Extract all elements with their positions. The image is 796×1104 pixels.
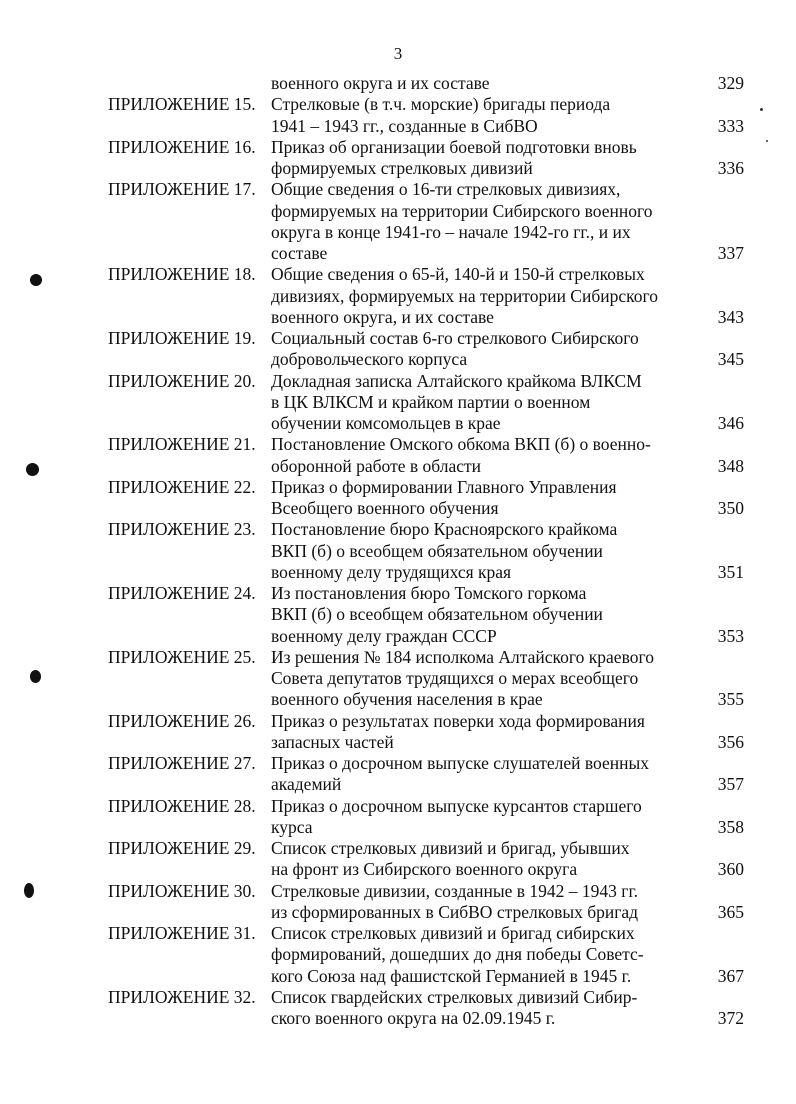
entry-title-line: Приказ о результатах поверки хода формирования	[271, 710, 645, 731]
entry-title-line: Список стрелковых дивизий и бригад, убывших	[271, 838, 630, 858]
appendix-label: ПРИЛОЖЕНИЕ 15.	[108, 94, 256, 115]
entry-title-line: оборонной работе в области	[271, 455, 481, 476]
appendix-label: ПРИЛОЖЕНИЕ 17.	[108, 179, 256, 200]
entry-title-line: военному делу трудящихся края	[271, 561, 512, 582]
entry-title-line: формирований, дошедших до дня победы Советс-	[271, 944, 644, 965]
entry-title-line: Приказ о досрочном выпуске слушателей военных	[271, 753, 650, 773]
entry-title-line: Докладная записка Алтайского крайкома ВЛКСМ	[271, 370, 642, 391]
entry-title-line: кого Союза над фашистской Германией в 1945 г.	[271, 965, 632, 986]
entry-title-line: обучении комсомольцев в крае	[271, 413, 501, 433]
entry-title-line: курса	[271, 816, 313, 837]
entry-title-line: Постановление бюро Красноярского крайкома	[271, 519, 618, 540]
scan-speck	[766, 140, 768, 142]
entry-title-line: Список стрелковых дивизий и бригад сибирских	[271, 923, 635, 943]
entry-title-line: из сформированных в СибВО стрелковых бригад	[271, 901, 639, 922]
entry-title-line: Приказ об организации боевой подготовки вновь	[271, 136, 637, 157]
entry-page-number: 356	[717, 731, 744, 752]
entry-page-number: 337	[717, 243, 744, 263]
entry-title-line: Всеобщего военного обучения	[271, 498, 499, 518]
entry-page-number: 329	[717, 73, 744, 93]
entry-title-line: Приказ о формировании Главного Управления	[271, 476, 617, 497]
entry-title-line: военного округа и их составе	[271, 73, 490, 93]
appendix-label: ПРИЛОЖЕНИЕ 21.	[108, 434, 256, 455]
entry-page-number: 336	[717, 158, 744, 178]
entry-title-line: ВКП (б) о всеобщем обязательном обучении	[271, 604, 603, 625]
entry-page-number: 333	[717, 115, 744, 136]
entry-title-line: ского военного округа на 02.09.1945 г.	[271, 1008, 556, 1028]
entry-title-line: Общие сведения о 65-й, 140-й и 150-й стрелковых	[271, 264, 645, 285]
entry-page-number: 367	[717, 965, 744, 986]
entry-title-line: Социальный состав 6-го стрелкового Сибирского	[271, 328, 639, 348]
appendix-label: ПРИЛОЖЕНИЕ 22.	[108, 476, 256, 497]
entry-page-number: 358	[717, 816, 744, 837]
entry-title-line: Общие сведения о 16-ти стрелковых дивизиях,	[271, 179, 621, 200]
entry-title-line: формируемых стрелковых дивизий	[271, 158, 533, 178]
entry-page-number: 372	[717, 1008, 744, 1028]
entry-title-line: ВКП (б) о всеобщем обязательном обучении	[271, 540, 603, 561]
entry-title-line: военному делу граждан СССР	[271, 625, 497, 646]
appendix-label: ПРИЛОЖЕНИЕ 20.	[108, 370, 256, 391]
entry-title-line: на фронт из Сибирского военного округа	[271, 859, 578, 880]
page-number: 3	[393, 44, 403, 63]
appendix-label: ПРИЛОЖЕНИЕ 31.	[108, 923, 256, 943]
entry-title-line: Приказ о досрочном выпуске курсантов старшего	[271, 795, 642, 816]
appendix-label: ПРИЛОЖЕНИЕ 28.	[108, 795, 256, 816]
entry-page-number: 351	[717, 561, 744, 582]
appendix-label: ПРИЛОЖЕНИЕ 23.	[108, 519, 256, 540]
entry-title-line: Из решения № 184 исполкома Алтайского краевого	[271, 646, 654, 667]
scan-mark	[30, 670, 41, 683]
scan-mark	[24, 883, 34, 898]
entry-title-line: Стрелковые (в т.ч. морские) бригады периода	[271, 94, 611, 115]
entry-title-line: Список гвардейских стрелковых дивизий Сибир-	[271, 986, 638, 1007]
entry-title-line: добровольческого корпуса	[271, 349, 468, 370]
entry-title-line: Стрелковые дивизии, созданные в 1942 – 1943 гг.	[271, 880, 639, 901]
scan-mark	[30, 274, 42, 286]
entry-title-line: составе	[271, 243, 328, 263]
appendix-label: ПРИЛОЖЕНИЕ 24.	[108, 583, 256, 603]
appendix-label: ПРИЛОЖЕНИЕ 30.	[108, 880, 256, 901]
appendix-label: ПРИЛОЖЕНИЕ 32.	[108, 986, 256, 1007]
appendix-label: ПРИЛОЖЕНИЕ 16.	[108, 136, 256, 157]
appendix-label: ПРИЛОЖЕНИЕ 29.	[108, 838, 256, 858]
entry-title-line: военного округа, и их составе	[271, 306, 494, 327]
appendix-label: ПРИЛОЖЕНИЕ 18.	[108, 264, 256, 285]
scan-mark	[26, 463, 39, 476]
entry-page-number: 343	[717, 306, 744, 327]
entry-title-line: 1941 – 1943 гг., созданные в СибВО	[271, 115, 538, 136]
entry-page-number: 360	[717, 859, 744, 880]
entry-page-number: 348	[717, 455, 744, 476]
entry-page-number: 346	[717, 413, 744, 433]
appendix-label: ПРИЛОЖЕНИЕ 27.	[108, 753, 256, 773]
scan-speck	[760, 108, 763, 111]
entry-page-number: 353	[717, 625, 744, 646]
entry-title-line: Из постановления бюро Томского горкома	[271, 583, 587, 603]
entry-page-number: 355	[717, 689, 744, 710]
entry-title-line: дивизиях, формируемых на территории Сибирского	[271, 285, 658, 306]
entry-title-line: запасных частей	[271, 731, 394, 752]
entry-title-line: Совета депутатов трудящихся о мерах всеобщего	[271, 668, 639, 688]
entry-title-line: академий	[271, 774, 342, 795]
appendix-label: ПРИЛОЖЕНИЕ 26.	[108, 710, 256, 731]
entry-title-line: в ЦК ВЛКСМ и крайком партии о военном	[271, 391, 591, 412]
entry-page-number: 345	[717, 349, 744, 370]
entry-title-line: округа в конце 1941-го – начале 1942-го гг., и их	[271, 221, 631, 242]
entry-title-line: Постановление Омского обкома ВКП (б) о военно-	[271, 434, 651, 455]
entry-page-number: 350	[717, 498, 744, 518]
entry-title-line: формируемых на территории Сибирского военного	[271, 200, 653, 221]
appendix-label: ПРИЛОЖЕНИЕ 25.	[108, 646, 256, 667]
entry-page-number: 357	[717, 774, 744, 795]
entry-title-line: военного обучения населения в крае	[271, 689, 543, 710]
entry-page-number: 365	[717, 901, 744, 922]
appendix-label: ПРИЛОЖЕНИЕ 19.	[108, 328, 256, 348]
